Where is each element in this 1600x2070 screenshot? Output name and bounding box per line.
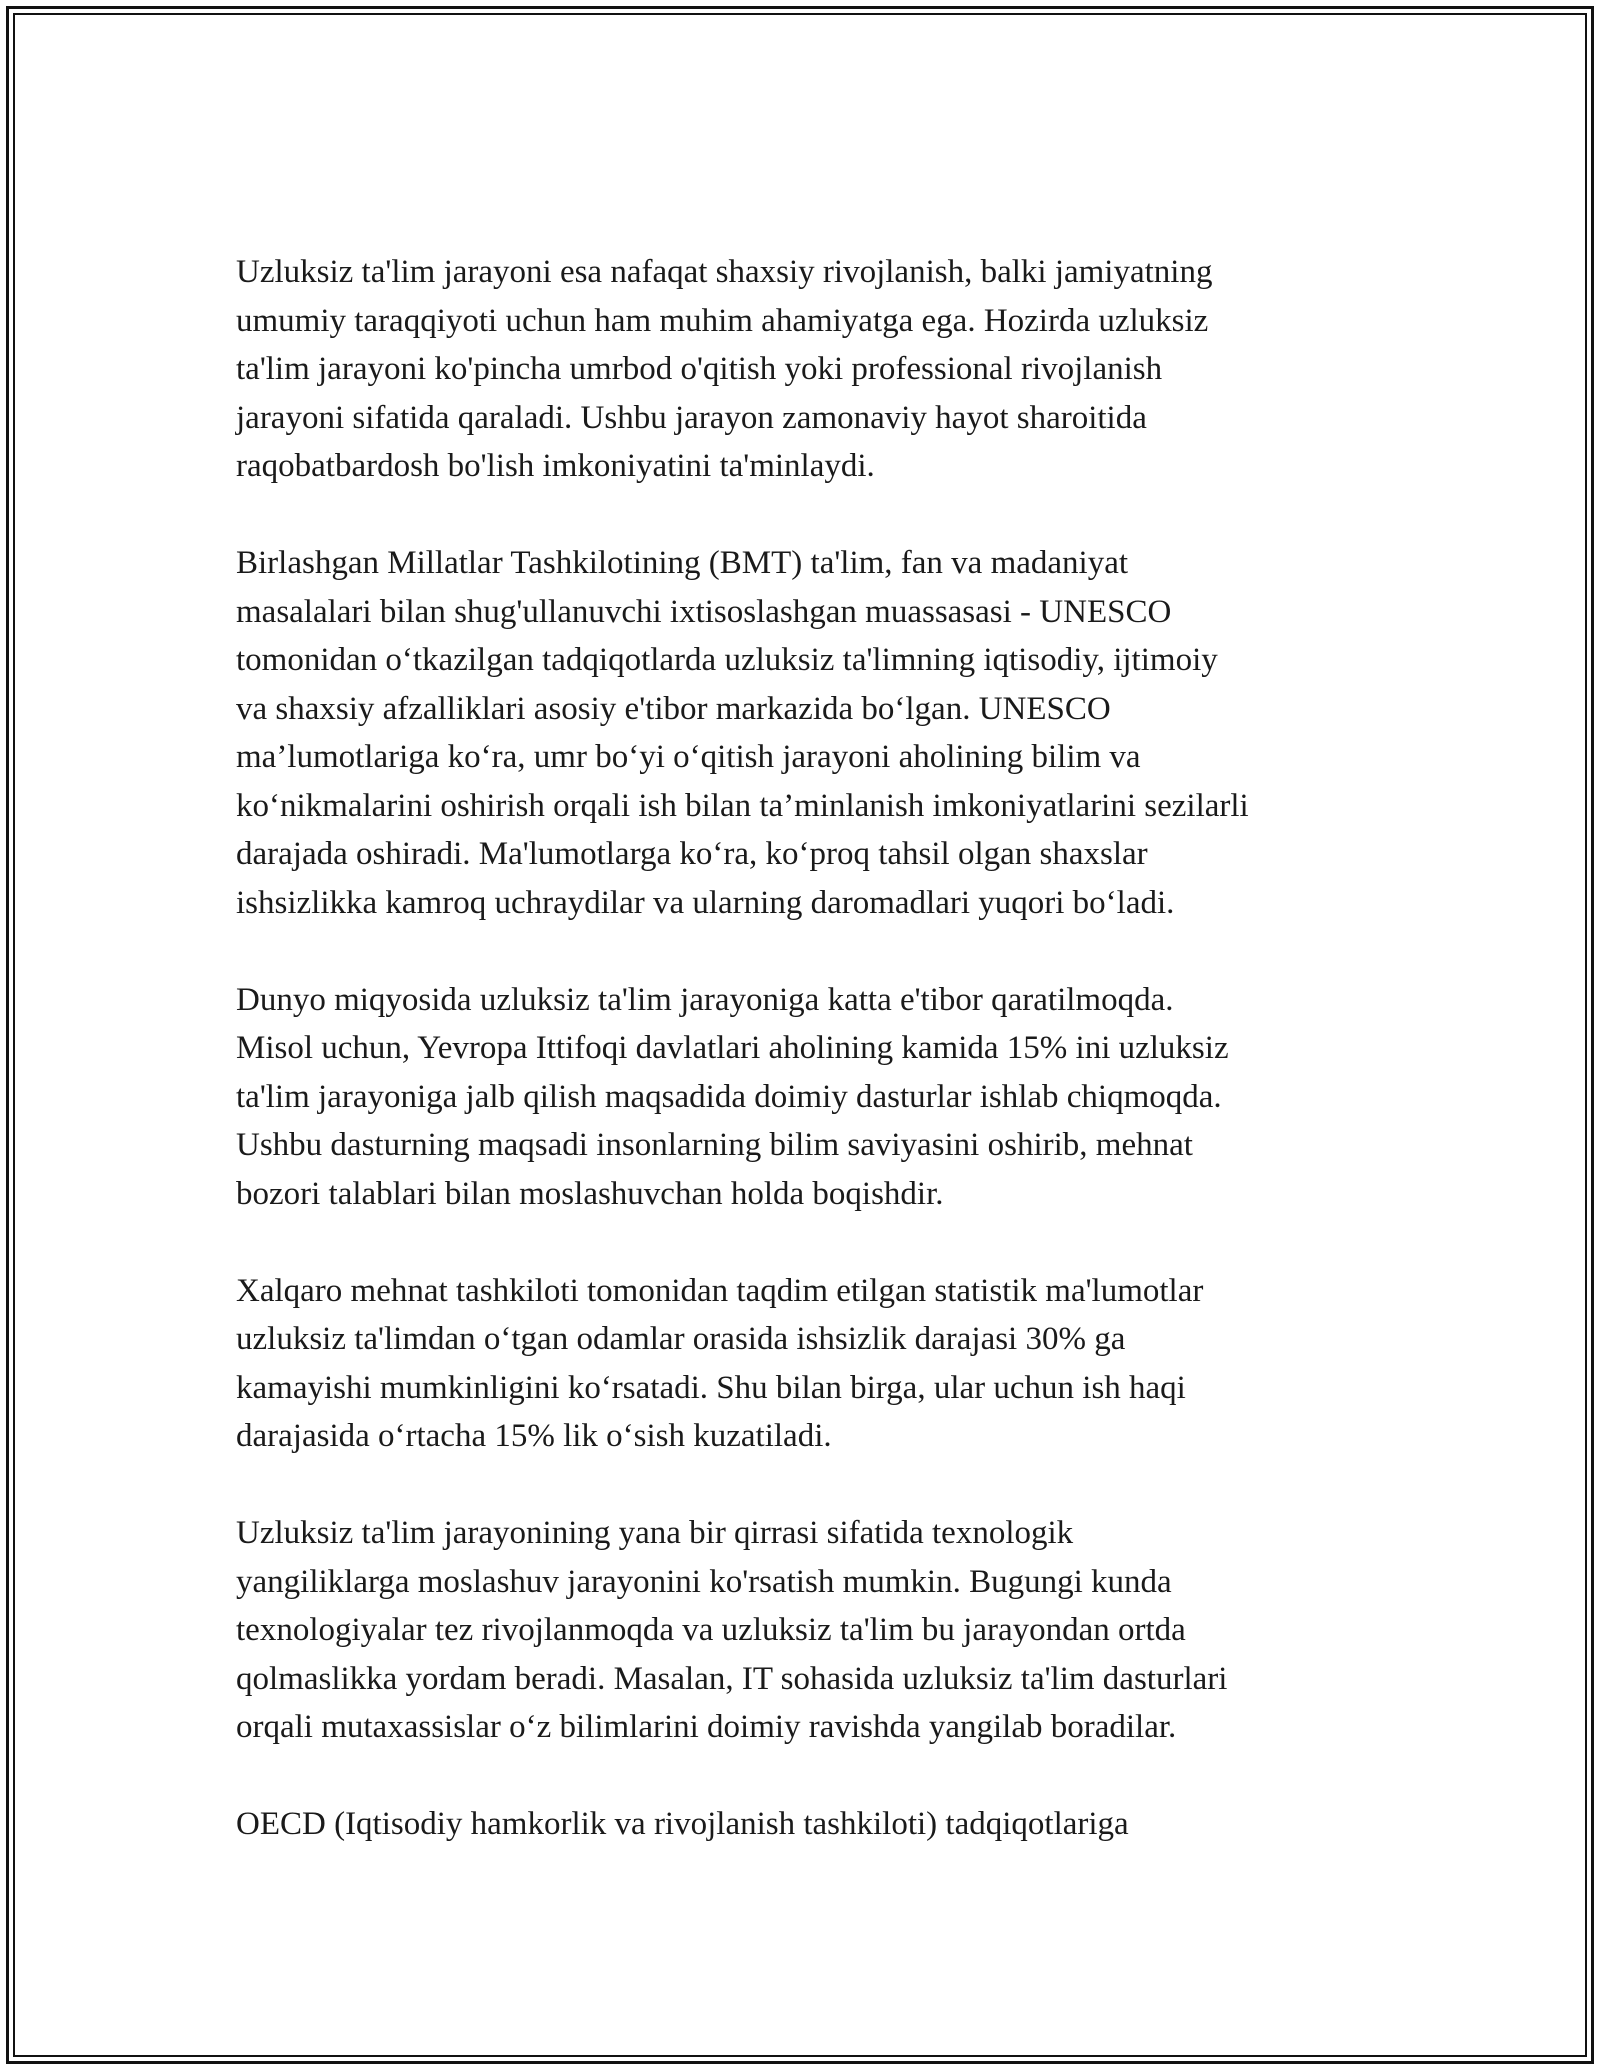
text-line: texnologiyalar tez rivojlanmoqda va uzluksiz ta'lim bu jarayondan ortda [236,1612,1186,1648]
text-line: ma’lumotlariga ko‘ra, umr bo‘yi o‘qitish jarayoni aholining bilim va [236,739,1141,775]
text-line: Uzluksiz ta'lim jarayonining yana bir qirrasi sifatida texnologik [236,1515,1074,1551]
text-line: qolmaslikka yordam beradi. Masalan, IT sohasida uzluksiz ta'lim dasturlari [236,1660,1228,1697]
text-line: va shaxsiy afzalliklari asosiy e'tibor markazida bo‘lgan. UNESCO [236,690,1111,727]
text-line: Xalqaro mehnat tashkiloti tomonidan taqdim etilgan statistik ma'lumotlar [236,1272,1204,1309]
text-line: ko‘nikmalarini oshirish orqali ish bilan ta’minlanish imkoniyatlarini sezilarli [236,787,1249,824]
text-line: ishsizlikka kamroq uchraydilar va ularning daromadlari yuqori bo‘ladi. [236,884,1175,921]
text-line: uzluksiz ta'limdan o‘tgan odamlar orasida ishsizlik darajasi 30% ga [236,1321,1126,1357]
paragraph-6 [236,1800,1376,1849]
text-line: ta'lim jarayoni ko'pincha umrbod o'qitish yoki professional rivojlanish [236,351,1163,387]
document-body [236,248,1376,1897]
text-line: yangiliklarga moslashuv jarayonini ko'rsatish mumkin. Bugungi kunda [236,1563,1172,1600]
text-line: OECD (Iqtisodiy hamkorlik va rivojlanish tashkiloti) tadqiqotlariga [236,1806,1129,1842]
paragraph-3 [236,976,1376,1219]
text-line: Dunyo miqyosida uzluksiz ta'lim jarayoniga katta e'tibor qaratilmoqda. [236,981,1174,1018]
text-line: Ushbu dasturning maqsadi insonlarning bilim saviyasini oshirib, mehnat [236,1127,1193,1163]
text-line: jarayoni sifatida qaraladi. Ushbu jarayon zamonaviy hayot sharoitida [236,399,1147,436]
text-line: Birlashgan Millatlar Tashkilotining (BMT) ta'lim, fan va madaniyat [236,545,1129,581]
text-line: orqali mutaxassislar o‘z bilimlarini doimiy ravishda yangilab boradilar. [236,1709,1177,1745]
paragraph-5 [236,1509,1376,1752]
paragraph-4 [236,1267,1376,1461]
text-line: ta'lim jarayoniga jalb qilish maqsadida doimiy dasturlar ishlab chiqmoqda. [236,1078,1222,1115]
text-line: bozori talablari bilan moslashuvchan holda boqishdir. [236,1175,944,1212]
text-line: kamayishi mumkinligini ko‘rsatadi. Shu bilan birga, ular uchun ish haqi [236,1369,1186,1406]
text-line: darajada oshiradi. Ma'lumotlarga ko‘ra, ko‘proq tahsil olgan shaxslar [236,836,1148,872]
text-line: raqobatbardosh bo'lish imkoniyatini ta'minlaydi. [236,448,875,484]
text-line: Uzluksiz ta'lim jarayoni esa nafaqat shaxsiy rivojlanish, balki jamiyatning [236,254,1213,290]
text-line: umumiy taraqqiyoti uchun ham muhim ahamiyatga ega. Hozirda uzluksiz [236,302,1209,339]
text-line: masalalari bilan shug'ullanuvchi ixtisoslashgan muassasasi - UNESCO [236,593,1172,630]
paragraph-2 [236,539,1376,927]
paragraph-1 [236,248,1376,491]
text-line: darajasida o‘rtacha 15% lik o‘sish kuzatiladi. [236,1418,832,1454]
text-line: tomonidan o‘tkazilgan tadqiqotlarda uzluksiz ta'limning iqtisodiy, ijtimoiy [236,642,1218,678]
text-line: Misol uchun, Yevropa Ittifoqi davlatlari aholining kamida 15% ini uzluksiz [236,1030,1229,1066]
